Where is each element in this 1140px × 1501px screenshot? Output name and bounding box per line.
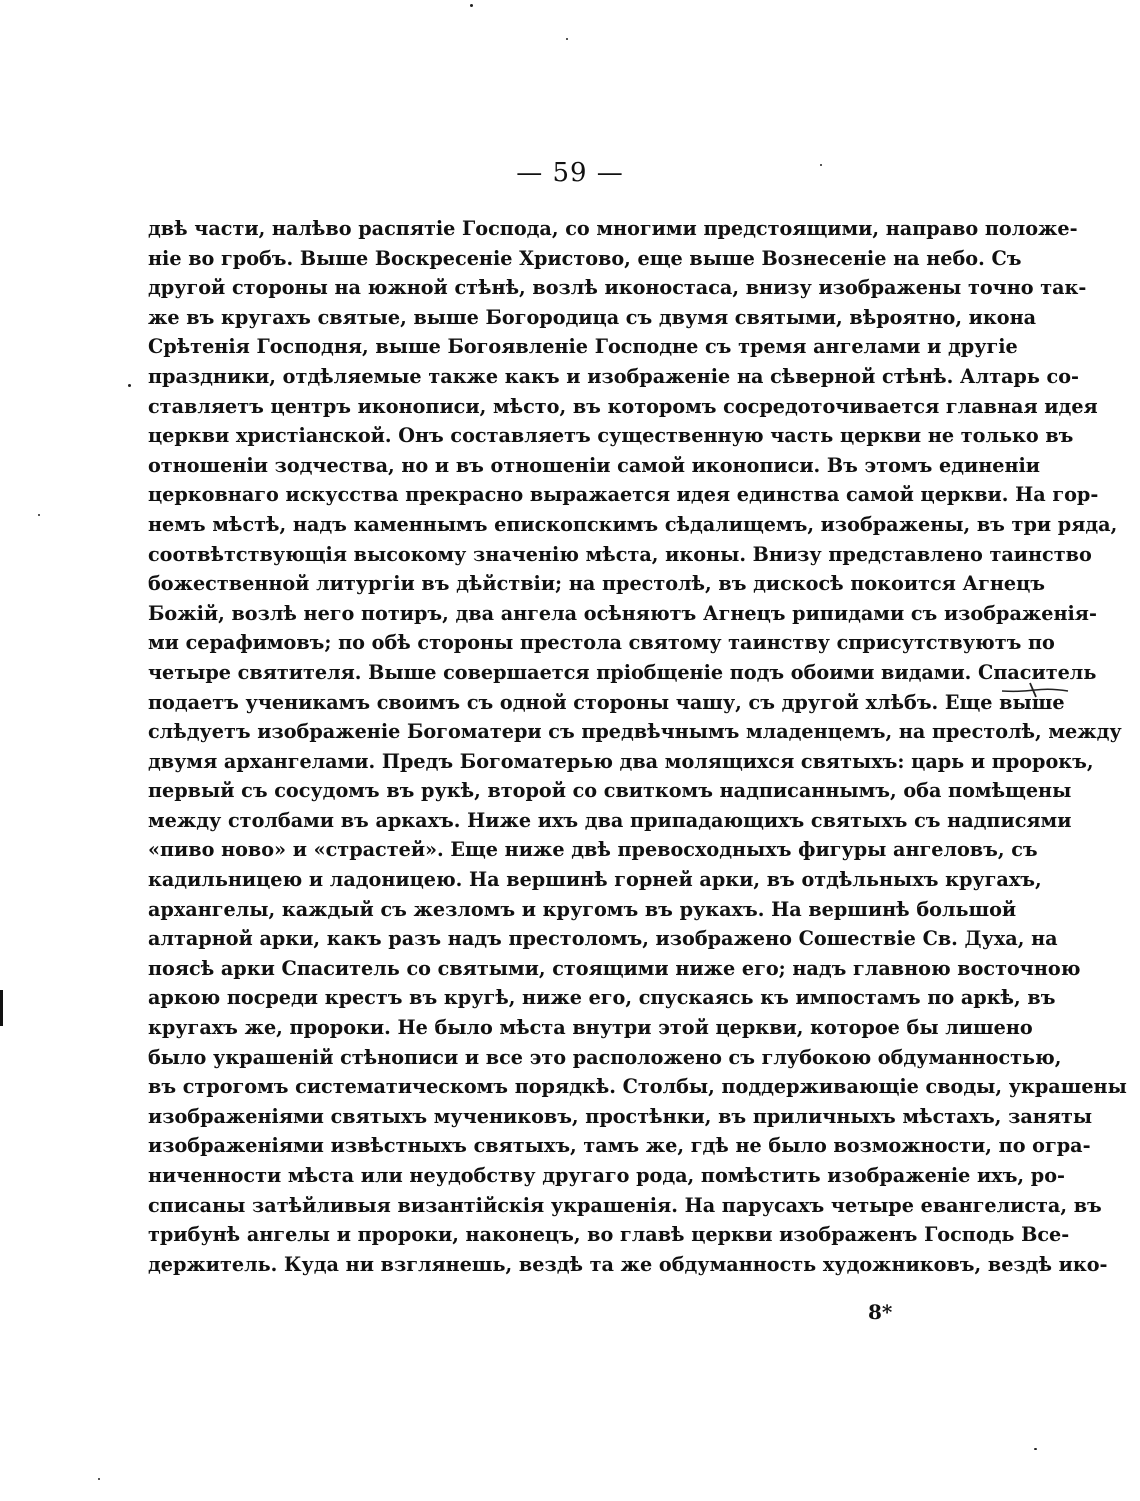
text-line: двѣ части, налѣво распятіе Господа, со многими предстоящими, направо положе- bbox=[148, 217, 1078, 240]
scan-speck bbox=[470, 4, 473, 7]
text-line: кругахъ же, пророки. Не было мѣста внутри этой церкви, которое бы лишено bbox=[148, 1016, 1033, 1040]
text-line: поясѣ арки Спаситель со святыми, стоящими ниже его; надъ главною восточною bbox=[148, 956, 1081, 980]
page-number: — 59 — bbox=[516, 158, 624, 188]
text-line: другой стороны на южной стѣнѣ, возлѣ иконостаса, внизу изображены точно так- bbox=[148, 276, 1087, 300]
text-line: ніе во гробъ. Выше Воскресеніе Христово, еще выше Вознесеніе на небо. Съ bbox=[148, 246, 1022, 270]
scan-speck bbox=[566, 38, 568, 40]
text-line: двумя архангелами. Предъ Богоматерью два молящихся святыхъ: царь и пророкъ, bbox=[148, 749, 1094, 773]
scan-speck bbox=[820, 164, 822, 166]
text-line: «пиво ново» и «страстей». Еще ниже двѣ превосходныхъ фигуры ангеловъ, съ bbox=[148, 838, 1038, 862]
left-edge-mark bbox=[0, 990, 3, 1026]
text-line: изображеніями извѣстныхъ святыхъ, тамъ же, гдѣ не было возможности, по огра- bbox=[148, 1134, 1091, 1158]
text-line: праздники, отдѣляемые также какъ и изображеніе на сѣверной стѣнѣ. Алтарь со- bbox=[148, 364, 1079, 388]
text-line: подаетъ ученикамъ своимъ съ одной стороны чашу, съ другой хлѣбъ. Еще выше bbox=[148, 690, 1065, 714]
text-line: трибунѣ ангелы и пророки, наконецъ, во главѣ церкви изображенъ Господь Все- bbox=[148, 1223, 1070, 1247]
scan-speck bbox=[98, 1478, 100, 1480]
signature-mark: 8* bbox=[868, 1300, 893, 1324]
text-line: въ строгомъ систематическомъ порядкѣ. Столбы, поддерживающіе своды, украшены bbox=[148, 1075, 1127, 1099]
scan-speck bbox=[1034, 1448, 1037, 1450]
text-line: ми серафимовъ; по обѣ стороны престола святому таинству сприсутствуютъ по bbox=[148, 631, 1055, 655]
text-line: церковнаго искусства прекрасно выражается идея единства самой церкви. На гор- bbox=[148, 483, 1099, 507]
text-line: первый съ сосудомъ въ рукѣ, второй со свиткомъ надписаннымъ, оба помѣщены bbox=[148, 779, 1072, 803]
text-line: же въ кругахъ святые, выше Богородица съ двумя святыми, вѣроятно, икона bbox=[148, 305, 1037, 329]
text-line: ниченности мѣста или неудобству другаго рода, помѣстить изображеніе ихъ, ро- bbox=[148, 1164, 1065, 1187]
text-line: божественной литургіи въ дѣйствіи; на престолѣ, въ дискосѣ покоится Агнецъ bbox=[148, 572, 1046, 596]
text-line: алтарной арки, какъ разъ надъ престоломъ, изображено Сошествіе Св. Духа, на bbox=[148, 927, 1058, 951]
text-line: архангелы, каждый съ жезломъ и кругомъ въ рукахъ. На вершинѣ большой bbox=[148, 897, 1017, 921]
text-line: Божій, возлѣ него потиръ, два ангела осѣняютъ Агнецъ рипидами съ изображенія- bbox=[148, 601, 1097, 625]
text-line: кадильницею и ладоницею. На вершинѣ горней арки, въ отдѣльныхъ кругахъ, bbox=[148, 868, 1042, 892]
text-line: отношеніи зодчества, но и въ отношеніи самой иконописи. Въ этомъ единеніи bbox=[148, 453, 1041, 477]
text-line: между столбами въ аркахъ. Ниже ихъ два припадающихъ святыхъ съ надписями bbox=[148, 808, 1072, 832]
scan-speck bbox=[128, 384, 131, 387]
text-line: немъ мѣстѣ, надъ каменнымъ епископскимъ сѣдалищемъ, изображены, въ три ряда, bbox=[148, 512, 1118, 536]
text-line: изображеніями святыхъ мучениковъ, простѣнки, въ приличныхъ мѣстахъ, заняты bbox=[148, 1104, 1093, 1128]
text-line: церкви христіанской. Онъ составляетъ существенную часть церкви не только въ bbox=[148, 424, 1074, 448]
text-line: аркою посреди крестъ въ кругѣ, ниже его, спускаясь къ импостамъ по аркѣ, въ bbox=[148, 986, 1056, 1010]
text-line: держитель. Куда ни взглянешь, вездѣ та же обдуманность художниковъ, вездѣ ико- bbox=[148, 1252, 1108, 1276]
text-line: ставляетъ центръ иконописи, мѣсто, въ которомъ сосредоточивается главная идея bbox=[148, 394, 1098, 418]
body-text bbox=[148, 214, 1127, 1279]
text-line: четыре святителя. Выше совершается пріобщеніе подъ обоими видами. Спаситель bbox=[148, 660, 1097, 684]
margin-check-mark bbox=[1000, 680, 1070, 700]
text-line: соотвѣтствующія высокому значенію мѣста, иконы. Внизу представлено таинство bbox=[148, 542, 1092, 566]
text-line: было украшеній стѣнописи и все это расположено съ глубокою обдуманностью, bbox=[148, 1045, 1062, 1069]
text-line: списаны затѣйливыя византійскія украшенія. На парусахъ четыре евангелиста, въ bbox=[148, 1193, 1102, 1217]
scan-speck bbox=[38, 514, 40, 516]
text-line: Срѣтенія Господня, выше Богоявленіе Господне съ тремя ангелами и другіе bbox=[148, 335, 1018, 359]
text-line: слѣдуетъ изображеніе Богоматери съ предвѣчнымъ младенцемъ, на престолѣ, между bbox=[148, 720, 1122, 744]
